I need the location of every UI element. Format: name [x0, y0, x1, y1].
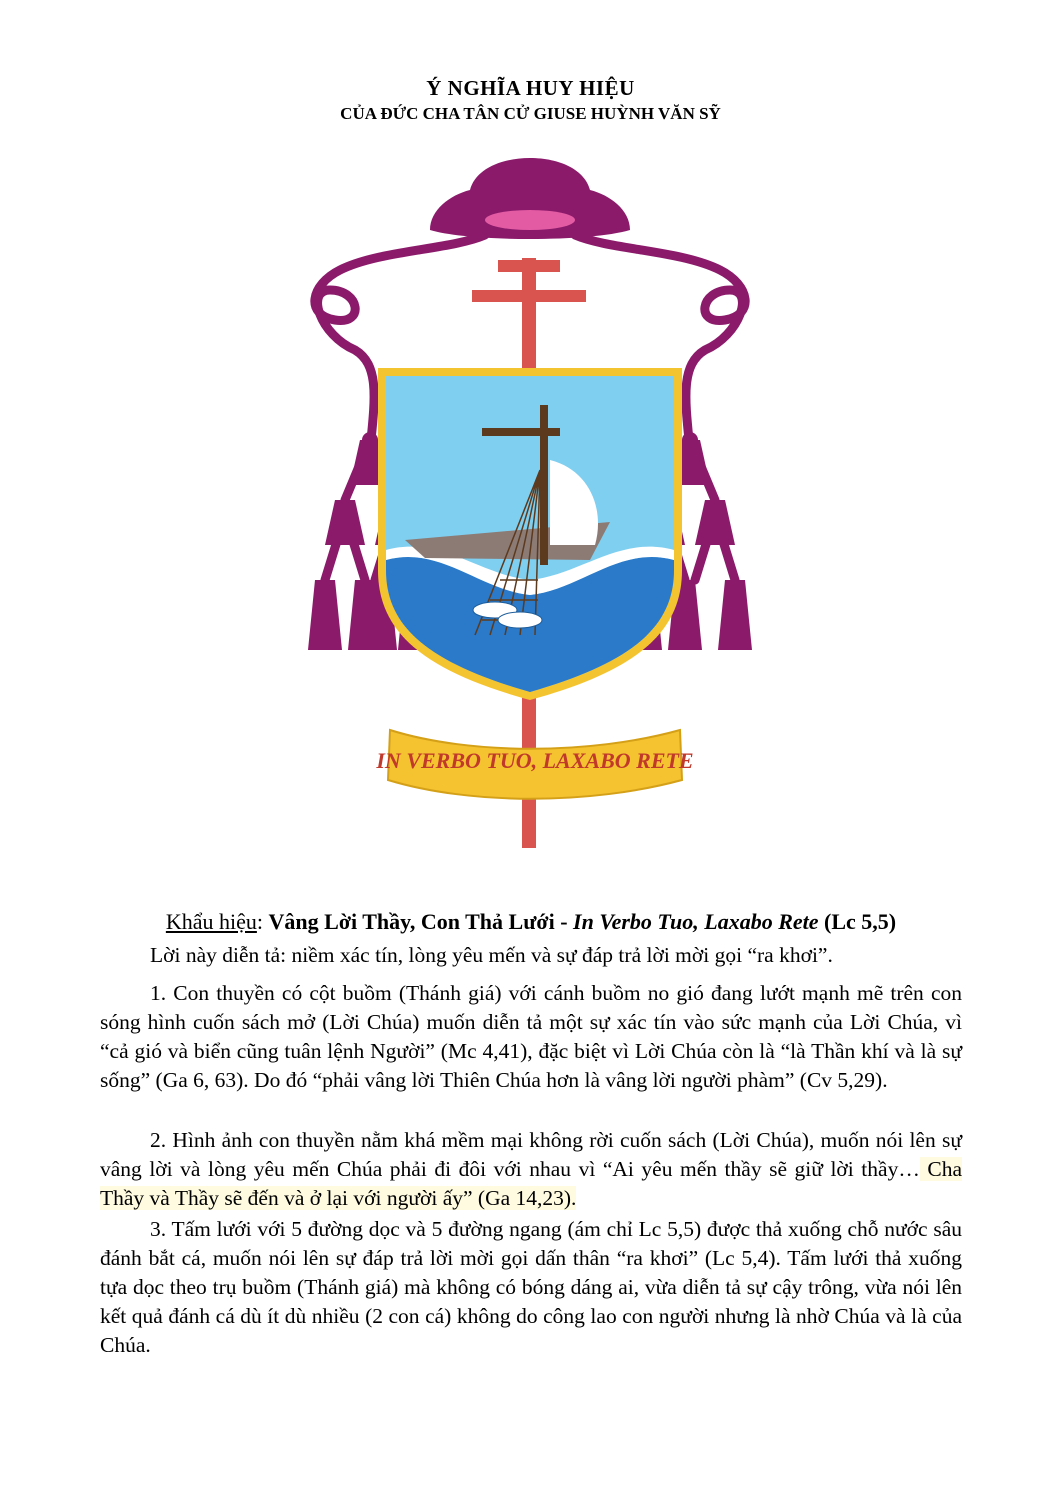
- paragraph-2-part-b: Cha Thầy và Thầy sẽ đến và ở lại với người ấy” (Ga 14,23).: [100, 1157, 962, 1210]
- motto-colon: :: [256, 909, 264, 934]
- galero-hat: [430, 158, 630, 239]
- paragraph-3: 3. Tấm lưới với 5 đường dọc và 5 đường ngang (ám chỉ Lc 5,5) được thả xuống chỗ nước sâu đánh bắt cá, muốn nói lên sự đáp trả lời mời gọi dấn thân “ra khơi” (Lc 5,4). Tấm lưới thả xuống tựa dọc theo trụ buồm (Thánh giá) mà không có bóng dáng ai, vừa diễn tả sự cậy trông, vừa nói lên kết quả đánh cá dù ít dù nhiều (2 con cá) không do công lao con người nhưng là nhờ Chúa và là của Chúa.: [100, 1217, 962, 1357]
- banner-text: IN VERBO TUO, LAXABO RETE: [376, 748, 694, 773]
- page-title: Ý NGHĨA HUY HIỆU: [426, 76, 635, 100]
- motto-line: [100, 907, 962, 936]
- coat-of-arms: [250, 140, 810, 860]
- motto-reference: (Lc 5,5): [818, 909, 897, 934]
- motto-label: Khẩu hiệu: [165, 909, 257, 934]
- page-subtitle: CỦA ĐỨC CHA TÂN CỬ GIUSE HUỲNH VĂN SỸ: [340, 104, 721, 123]
- motto-vietnamese: Vâng Lời Thầy, Con Thả Lưới -: [268, 909, 574, 934]
- motto-latin: In Verbo Tuo, Laxabo Rete: [573, 909, 819, 934]
- intro-paragraph: Lời này diễn tả: niềm xác tín, lòng yêu mến và sự đáp trả lời mời gọi “ra khơi”.: [150, 943, 833, 967]
- paragraph-2: [100, 1126, 962, 1213]
- paragraph-2-part-a: 2. Hình ảnh con thuyền nằm khá mềm mại không rời cuốn sách (Lời Chúa), muốn nói lên sự vâng lời và lòng yêu mến Chúa phải đi đôi với nhau vì “Ai yêu mến thầy sẽ giữ lời thầy…: [100, 1128, 962, 1181]
- shield: [378, 368, 682, 700]
- paragraph-1: 1. Con thuyền có cột buồm (Thánh giá) với cánh buồm no gió đang lướt mạnh mẽ trên con sóng hình cuốn sách mở (Lời Chúa) muốn diễn tả một sự xác tín vào sức mạnh của Lời Chúa, vì “cả gió và biển cũng tuân lệnh Người” (Mc 4,41), đặc biệt vì Lời Chúa còn là “là Thần khí và là sự sống” (Ga 6, 63). Do đó “phải vâng lời Thiên Chúa hơn là vâng lời người phàm” (Cv 5,29).: [100, 981, 962, 1092]
